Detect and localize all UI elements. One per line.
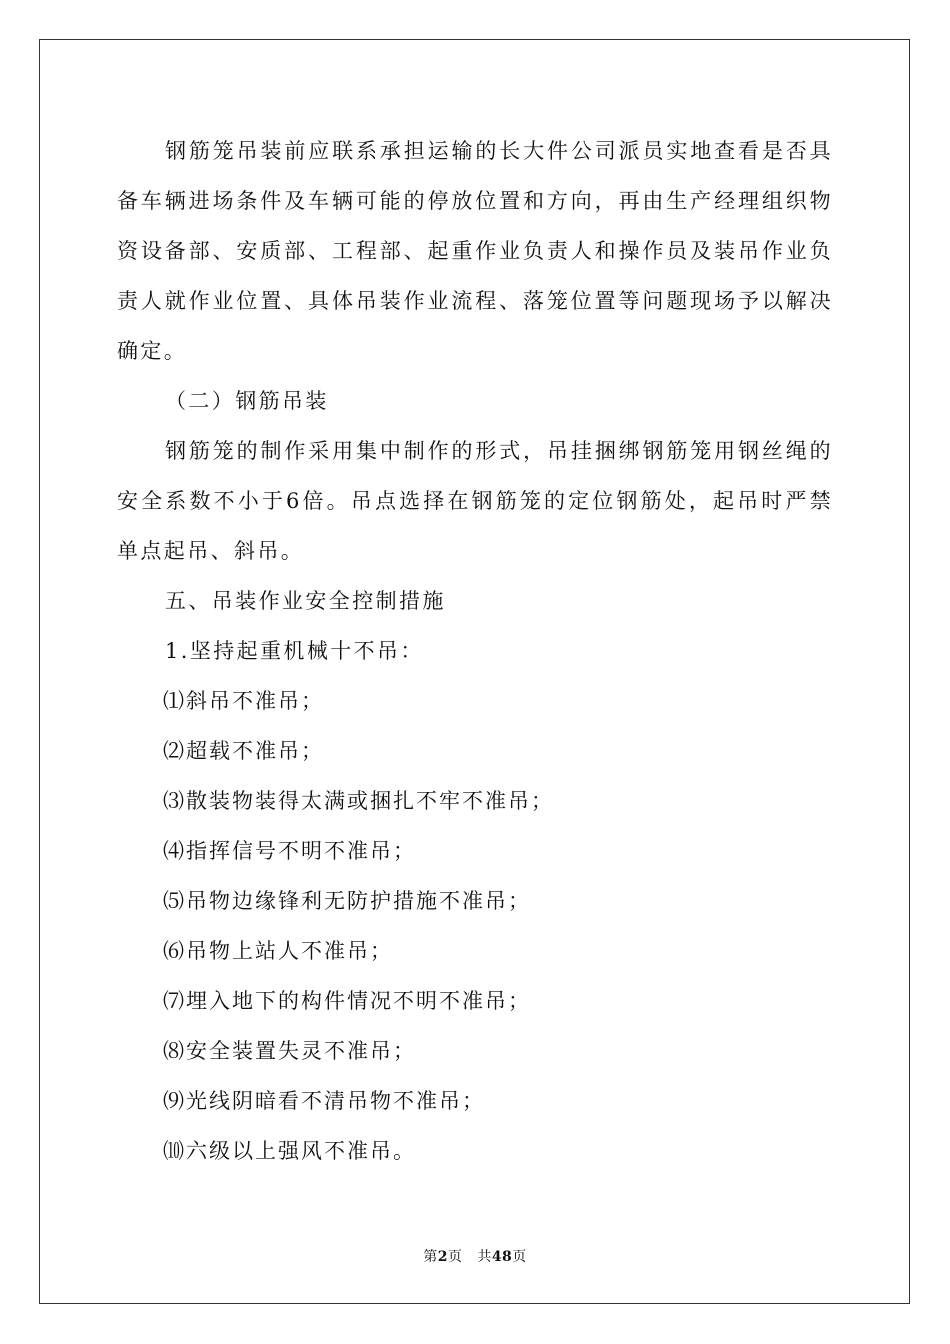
paragraph-intro: 钢筋笼吊装前应联系承担运输的长大件公司派员实地查看是否具备车辆进场条件及车辆可能的停放位置和方向，再由生产经理组织物资设备部、安质部、工程部、起重作业负责人和操作员及装吊作业负责人就作业位置、具体吊装作业流程、落笼位置等问题现场予以解决确定。 (117, 139, 833, 363)
list-item: ⑴斜吊不准吊； (163, 689, 324, 713)
list-item: ⑵超载不准吊； (163, 739, 324, 763)
list-item: ⑺埋入地下的构件情况不明不准吊； (163, 989, 531, 1013)
total-pages: 48 (491, 1249, 513, 1265)
total-suffix: 页 (512, 1249, 527, 1265)
page-suffix: 页 (447, 1249, 463, 1265)
section-heading-rebar-lifting: （二）钢筋吊装 (165, 389, 329, 413)
rules-list (117, 676, 833, 1176)
page-number: 2 (437, 1249, 448, 1265)
paragraph-rebar-lifting: 钢筋笼的制作采用集中制作的形式，吊挂捆绑钢筋笼用钢丝绳的安全系数不小于6倍。吊点选择在钢筋笼的定位钢筋处，起吊时严禁单点起吊、斜吊。 (117, 439, 833, 563)
subheading-ten-no-lift-rules: 1.坚持起重机械十不吊： (165, 639, 424, 663)
list-item: ⑷指挥信号不明不准吊； (163, 839, 416, 863)
list-item: ⑹吊物上站人不准吊； (163, 939, 393, 963)
page-prefix: 第 (423, 1249, 438, 1265)
section-heading-safety-measures: 五、吊装作业安全控制措施 (165, 589, 446, 613)
document-body (117, 126, 833, 1176)
total-prefix: 共 (477, 1249, 492, 1265)
list-item: ⑻安全装置失灵不准吊； (163, 1039, 416, 1063)
list-item: ⑼光线阴暗看不清吊物不准吊； (163, 1089, 485, 1113)
list-item: ⑽六级以上强风不准吊。 (163, 1139, 416, 1163)
list-item: ⑸吊物边缘锋利无防护措施不准吊； (163, 889, 531, 913)
list-item: ⑶散装物装得太满或捆扎不牢不准吊； (163, 789, 554, 813)
page-footer (0, 1246, 950, 1266)
